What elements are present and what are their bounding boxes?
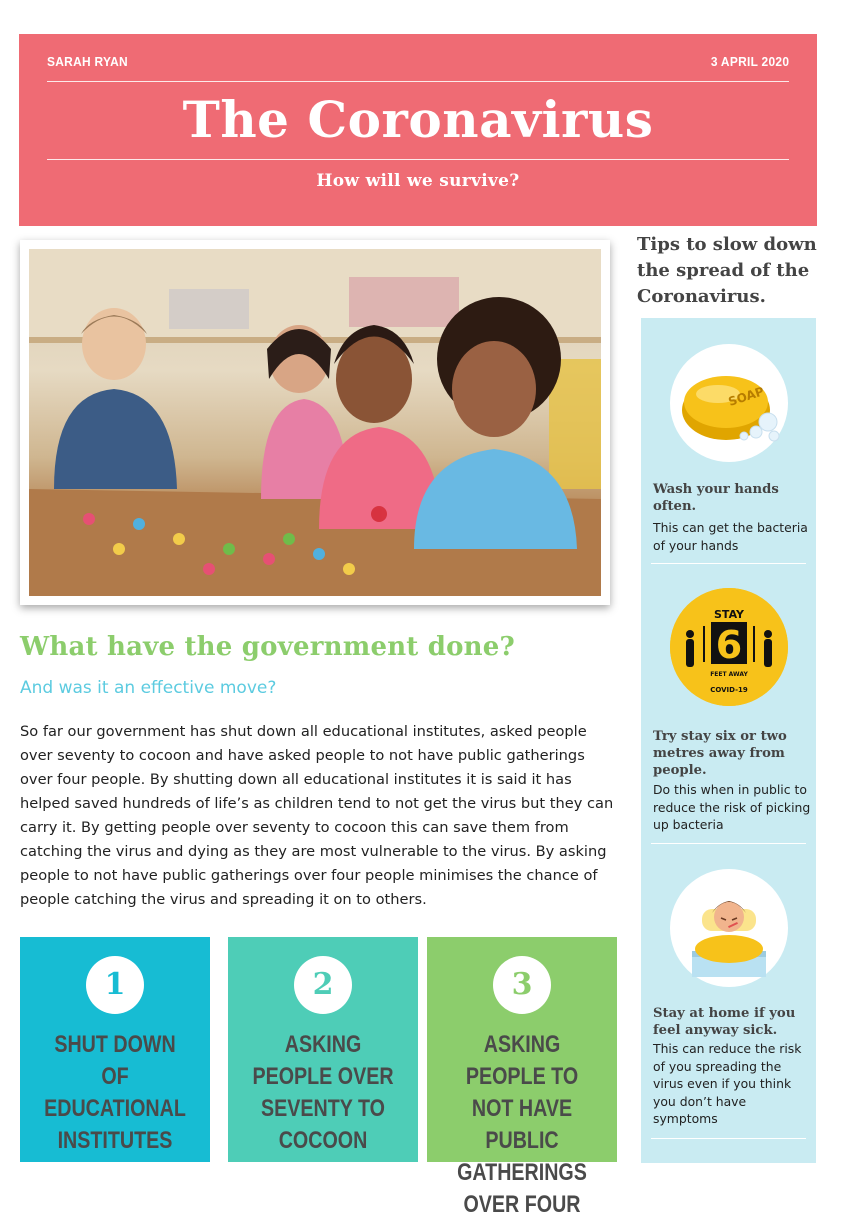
tip-title: Stay at home if you feel anyway sick.: [653, 1006, 796, 1038]
tip-text: Do this when in public to reduce the risk of picking up bacteria: [653, 782, 811, 832]
tips-sidebar: [641, 318, 816, 1163]
classroom-children-photo: [29, 249, 601, 596]
sick-in-bed-icon: [670, 869, 788, 987]
section-subheading: And was it an effective move?: [20, 678, 277, 698]
page-title: The Coronavirus: [182, 90, 654, 149]
tip-divider: [651, 1138, 806, 1139]
svg-text:STAY: STAY: [714, 608, 744, 621]
header-divider: [47, 159, 789, 160]
section-body-paragraph: So far our government has shut down all educational institutes, asked people over seventy to cocoon and have asked people to not have public gatherings over four people. By shutting down all educational institutes it is said it has helped saved hundreds of life’s as children tend to not get the virus but they can carry it. By getting people over seventy to cocoon this can save them from catching the virus and dying as they are most vulnerable to the virus. By asking people to not have public gatherings over four people minimises the chance of people catching the virus and spreading it on to others.: [20, 723, 614, 908]
stay-six-feet-sign-icon: [670, 588, 788, 706]
page-subtitle: How will we survive?: [316, 171, 520, 191]
measure-number-badge: 3: [493, 956, 551, 1014]
measure-card: [427, 937, 617, 1218]
tip-divider: [651, 843, 806, 844]
measure-label: ASKING PEOPLE OVER SEVENTY TO COCOON: [252, 1031, 394, 1154]
soap-icon: [670, 344, 788, 462]
classroom-photo-frame: [20, 240, 610, 605]
svg-text:SOAP: SOAP: [726, 384, 766, 409]
measure-card: [228, 937, 418, 1162]
section-heading: What have the government done?: [20, 632, 515, 662]
tip-title: Try stay six or two metres away from people.: [653, 729, 787, 778]
svg-text:FEET AWAY: FEET AWAY: [710, 671, 748, 678]
publish-date: 3 APRIL 2020: [710, 54, 789, 69]
header-divider: [47, 81, 789, 82]
classroom-illustration: [29, 249, 601, 596]
tip-title: Wash your hands often.: [653, 482, 779, 514]
measure-card: [20, 937, 210, 1162]
tips-heading: Tips to slow down the spread of the Coronavirus.: [637, 234, 817, 307]
author-name: SARAH RYAN: [47, 54, 128, 69]
measure-label: SHUT DOWN OF EDUCATIONAL INSTITUTES: [44, 1031, 186, 1154]
tip-divider: [651, 563, 806, 564]
svg-text:6: 6: [715, 623, 743, 667]
tip-text: This can get the bacteria of your hands: [653, 520, 808, 553]
tip-text: This can reduce the risk of you spreading the virus even if you think you don’t have symptoms: [653, 1041, 802, 1126]
measure-number-badge: 2: [294, 956, 352, 1014]
measure-label: ASKING PEOPLE TO NOT HAVE PUBLIC GATHERINGS OVER FOUR: [457, 1031, 587, 1218]
header-banner: [19, 34, 817, 226]
svg-text:COVID-19: COVID-19: [710, 686, 748, 694]
measure-number-badge: 1: [86, 956, 144, 1014]
